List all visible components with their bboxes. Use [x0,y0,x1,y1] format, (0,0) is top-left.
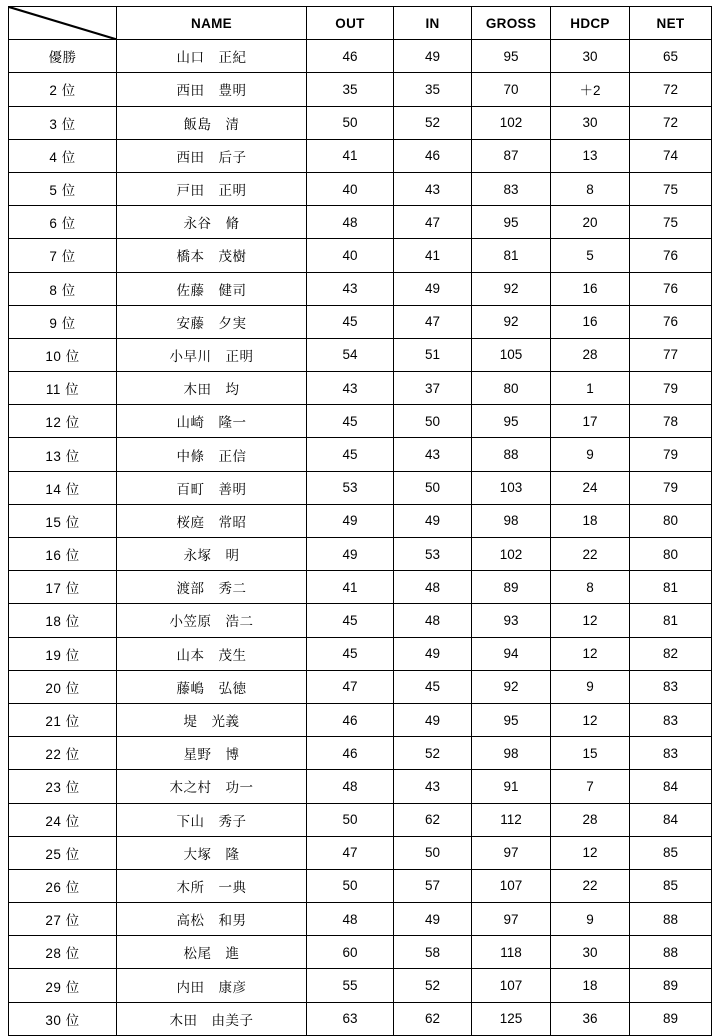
cell-net: 84 [630,770,712,803]
column-header-hdcp: HDCP [551,7,630,40]
cell-name: 大塚 隆 [117,836,307,869]
cell-in: 49 [394,637,472,670]
cell-net: 84 [630,803,712,836]
cell-name: 星野 博 [117,737,307,770]
cell-name: 佐藤 健司 [117,272,307,305]
cell-net: 89 [630,1002,712,1035]
cell-out: 45 [307,305,394,338]
cell-in: 48 [394,571,472,604]
cell-hdcp: 5 [551,239,630,272]
cell-name: 桜庭 常昭 [117,504,307,537]
cell-net: 80 [630,538,712,571]
cell-gross: 89 [472,571,551,604]
cell-rank: 9 位 [9,305,117,338]
cell-out: 45 [307,637,394,670]
table-row [9,172,712,205]
cell-in: 52 [394,969,472,1002]
cell-rank: 26 位 [9,869,117,902]
cell-rank: 21 位 [9,703,117,736]
cell-hdcp: 18 [551,504,630,537]
cell-gross: 91 [472,770,551,803]
cell-hdcp: 9 [551,903,630,936]
cell-name: 西田 豊明 [117,73,307,106]
table-body [9,40,712,1036]
cell-gross: 88 [472,438,551,471]
cell-net: 76 [630,305,712,338]
cell-hdcp: 20 [551,206,630,239]
cell-hdcp: 9 [551,438,630,471]
cell-out: 55 [307,969,394,1002]
cell-name: 堤 光義 [117,703,307,736]
cell-in: 47 [394,206,472,239]
cell-in: 51 [394,338,472,371]
cell-net: 79 [630,471,712,504]
cell-rank: 18 位 [9,604,117,637]
cell-hdcp: 1 [551,372,630,405]
table-row [9,40,712,73]
cell-rank: 20 位 [9,670,117,703]
table-row [9,604,712,637]
table-row [9,471,712,504]
table-row [9,936,712,969]
cell-out: 43 [307,272,394,305]
cell-gross: 107 [472,869,551,902]
cell-hdcp: 24 [551,471,630,504]
table-row [9,1002,712,1035]
cell-name: 藤嶋 弘徳 [117,670,307,703]
cell-name: 木田 均 [117,372,307,405]
cell-name: 西田 后子 [117,139,307,172]
cell-gross: 87 [472,139,551,172]
cell-hdcp: 18 [551,969,630,1002]
table-row [9,305,712,338]
table-row [9,239,712,272]
cell-out: 50 [307,869,394,902]
cell-net: 77 [630,338,712,371]
cell-net: 81 [630,571,712,604]
cell-rank: 17 位 [9,571,117,604]
cell-rank: 12 位 [9,405,117,438]
cell-out: 48 [307,206,394,239]
cell-hdcp: 8 [551,172,630,205]
cell-hdcp: ＋2 [551,73,630,106]
cell-hdcp: 28 [551,803,630,836]
cell-in: 58 [394,936,472,969]
cell-hdcp: 22 [551,538,630,571]
cell-in: 48 [394,604,472,637]
table-row [9,106,712,139]
cell-out: 54 [307,338,394,371]
cell-rank: 8 位 [9,272,117,305]
cell-name: 木田 由美子 [117,1002,307,1035]
cell-rank: 22 位 [9,737,117,770]
cell-in: 52 [394,737,472,770]
cell-net: 83 [630,737,712,770]
cell-in: 43 [394,438,472,471]
table-row [9,869,712,902]
cell-out: 50 [307,803,394,836]
cell-hdcp: 36 [551,1002,630,1035]
cell-out: 48 [307,903,394,936]
table-row [9,836,712,869]
column-header-net: NET [630,7,712,40]
cell-out: 40 [307,172,394,205]
cell-in: 53 [394,538,472,571]
cell-rank: 29 位 [9,969,117,1002]
cell-out: 46 [307,40,394,73]
cell-hdcp: 30 [551,106,630,139]
cell-rank: 16 位 [9,538,117,571]
cell-net: 74 [630,139,712,172]
cell-gross: 125 [472,1002,551,1035]
table-row [9,372,712,405]
corner-cell [9,7,117,40]
cell-gross: 105 [472,338,551,371]
cell-gross: 93 [472,604,551,637]
cell-in: 37 [394,372,472,405]
table-header [9,7,712,40]
cell-gross: 98 [472,504,551,537]
cell-out: 49 [307,504,394,537]
cell-hdcp: 8 [551,571,630,604]
cell-name: 戸田 正明 [117,172,307,205]
cell-rank: 2 位 [9,73,117,106]
cell-in: 49 [394,272,472,305]
cell-net: 65 [630,40,712,73]
cell-rank: 15 位 [9,504,117,537]
cell-rank: 3 位 [9,106,117,139]
cell-name: 山口 正紀 [117,40,307,73]
cell-out: 46 [307,703,394,736]
cell-in: 57 [394,869,472,902]
cell-out: 41 [307,571,394,604]
cell-rank: 10 位 [9,338,117,371]
cell-name: 高松 和男 [117,903,307,936]
cell-name: 橋本 茂樹 [117,239,307,272]
cell-out: 45 [307,438,394,471]
table-row [9,903,712,936]
cell-rank: 優勝 [9,40,117,73]
cell-in: 45 [394,670,472,703]
cell-out: 60 [307,936,394,969]
cell-rank: 28 位 [9,936,117,969]
cell-in: 49 [394,40,472,73]
cell-out: 50 [307,106,394,139]
cell-name: 中條 正信 [117,438,307,471]
cell-gross: 112 [472,803,551,836]
cell-rank: 14 位 [9,471,117,504]
cell-gross: 97 [472,903,551,936]
cell-out: 49 [307,538,394,571]
cell-hdcp: 7 [551,770,630,803]
cell-rank: 13 位 [9,438,117,471]
cell-name: 下山 秀子 [117,803,307,836]
cell-gross: 95 [472,405,551,438]
table-row [9,637,712,670]
cell-out: 35 [307,73,394,106]
cell-gross: 92 [472,272,551,305]
cell-out: 41 [307,139,394,172]
cell-out: 63 [307,1002,394,1035]
cell-gross: 98 [472,737,551,770]
cell-net: 76 [630,239,712,272]
cell-net: 79 [630,438,712,471]
cell-gross: 95 [472,703,551,736]
cell-in: 50 [394,471,472,504]
cell-hdcp: 13 [551,139,630,172]
cell-name: 渡部 秀二 [117,571,307,604]
cell-rank: 5 位 [9,172,117,205]
cell-hdcp: 28 [551,338,630,371]
cell-gross: 118 [472,936,551,969]
cell-net: 82 [630,637,712,670]
cell-net: 88 [630,903,712,936]
cell-gross: 80 [472,372,551,405]
column-header-in: IN [394,7,472,40]
table-row [9,803,712,836]
cell-in: 43 [394,172,472,205]
cell-hdcp: 16 [551,272,630,305]
cell-hdcp: 30 [551,40,630,73]
cell-net: 72 [630,73,712,106]
cell-gross: 70 [472,73,551,106]
cell-net: 83 [630,670,712,703]
cell-hdcp: 15 [551,737,630,770]
cell-out: 43 [307,372,394,405]
cell-in: 43 [394,770,472,803]
cell-out: 45 [307,405,394,438]
table-row [9,737,712,770]
cell-in: 35 [394,73,472,106]
cell-hdcp: 12 [551,836,630,869]
cell-rank: 7 位 [9,239,117,272]
cell-out: 53 [307,471,394,504]
cell-rank: 25 位 [9,836,117,869]
cell-name: 永谷 脩 [117,206,307,239]
cell-gross: 81 [472,239,551,272]
cell-hdcp: 17 [551,405,630,438]
cell-net: 85 [630,836,712,869]
table-row [9,73,712,106]
cell-in: 62 [394,803,472,836]
cell-in: 47 [394,305,472,338]
cell-hdcp: 22 [551,869,630,902]
cell-gross: 95 [472,206,551,239]
table-row [9,272,712,305]
cell-gross: 102 [472,106,551,139]
cell-net: 85 [630,869,712,902]
cell-rank: 30 位 [9,1002,117,1035]
cell-hdcp: 16 [551,305,630,338]
column-header-name: NAME [117,7,307,40]
cell-net: 72 [630,106,712,139]
cell-hdcp: 12 [551,703,630,736]
table-row [9,571,712,604]
cell-net: 76 [630,272,712,305]
cell-hdcp: 12 [551,637,630,670]
cell-rank: 24 位 [9,803,117,836]
cell-out: 46 [307,737,394,770]
cell-net: 89 [630,969,712,1002]
cell-name: 飯島 清 [117,106,307,139]
cell-in: 52 [394,106,472,139]
cell-gross: 92 [472,305,551,338]
table-row [9,538,712,571]
header-row [9,7,712,40]
cell-out: 48 [307,770,394,803]
table-row [9,670,712,703]
cell-net: 83 [630,703,712,736]
cell-out: 47 [307,836,394,869]
cell-in: 46 [394,139,472,172]
cell-name: 小笠原 浩二 [117,604,307,637]
cell-net: 75 [630,206,712,239]
cell-gross: 94 [472,637,551,670]
results-table [8,6,712,1036]
table-row [9,969,712,1002]
table-row [9,338,712,371]
cell-name: 小早川 正明 [117,338,307,371]
cell-in: 41 [394,239,472,272]
cell-rank: 27 位 [9,903,117,936]
cell-net: 78 [630,405,712,438]
cell-name: 永塚 明 [117,538,307,571]
cell-name: 安藤 夕実 [117,305,307,338]
cell-in: 49 [394,504,472,537]
table-row [9,703,712,736]
cell-hdcp: 9 [551,670,630,703]
cell-in: 49 [394,703,472,736]
cell-name: 内田 康彦 [117,969,307,1002]
cell-gross: 95 [472,40,551,73]
cell-gross: 103 [472,471,551,504]
table-row [9,770,712,803]
table-row [9,139,712,172]
cell-rank: 23 位 [9,770,117,803]
cell-gross: 97 [472,836,551,869]
cell-gross: 107 [472,969,551,1002]
table-row [9,405,712,438]
cell-in: 50 [394,405,472,438]
cell-rank: 4 位 [9,139,117,172]
cell-gross: 83 [472,172,551,205]
cell-net: 75 [630,172,712,205]
table-row [9,504,712,537]
cell-name: 木所 一典 [117,869,307,902]
table-row [9,438,712,471]
cell-name: 木之村 功一 [117,770,307,803]
column-header-out: OUT [307,7,394,40]
table-row [9,206,712,239]
cell-hdcp: 12 [551,604,630,637]
cell-rank: 19 位 [9,637,117,670]
diagonal-line-icon [9,7,116,39]
cell-name: 松尾 進 [117,936,307,969]
cell-net: 81 [630,604,712,637]
cell-in: 62 [394,1002,472,1035]
cell-net: 79 [630,372,712,405]
cell-gross: 102 [472,538,551,571]
cell-in: 50 [394,836,472,869]
cell-in: 49 [394,903,472,936]
cell-out: 45 [307,604,394,637]
cell-name: 百町 善明 [117,471,307,504]
cell-hdcp: 30 [551,936,630,969]
cell-rank: 11 位 [9,372,117,405]
cell-rank: 6 位 [9,206,117,239]
column-header-gross: GROSS [472,7,551,40]
cell-gross: 92 [472,670,551,703]
cell-name: 山本 茂生 [117,637,307,670]
cell-net: 88 [630,936,712,969]
cell-name: 山崎 隆一 [117,405,307,438]
cell-out: 40 [307,239,394,272]
cell-out: 47 [307,670,394,703]
cell-net: 80 [630,504,712,537]
